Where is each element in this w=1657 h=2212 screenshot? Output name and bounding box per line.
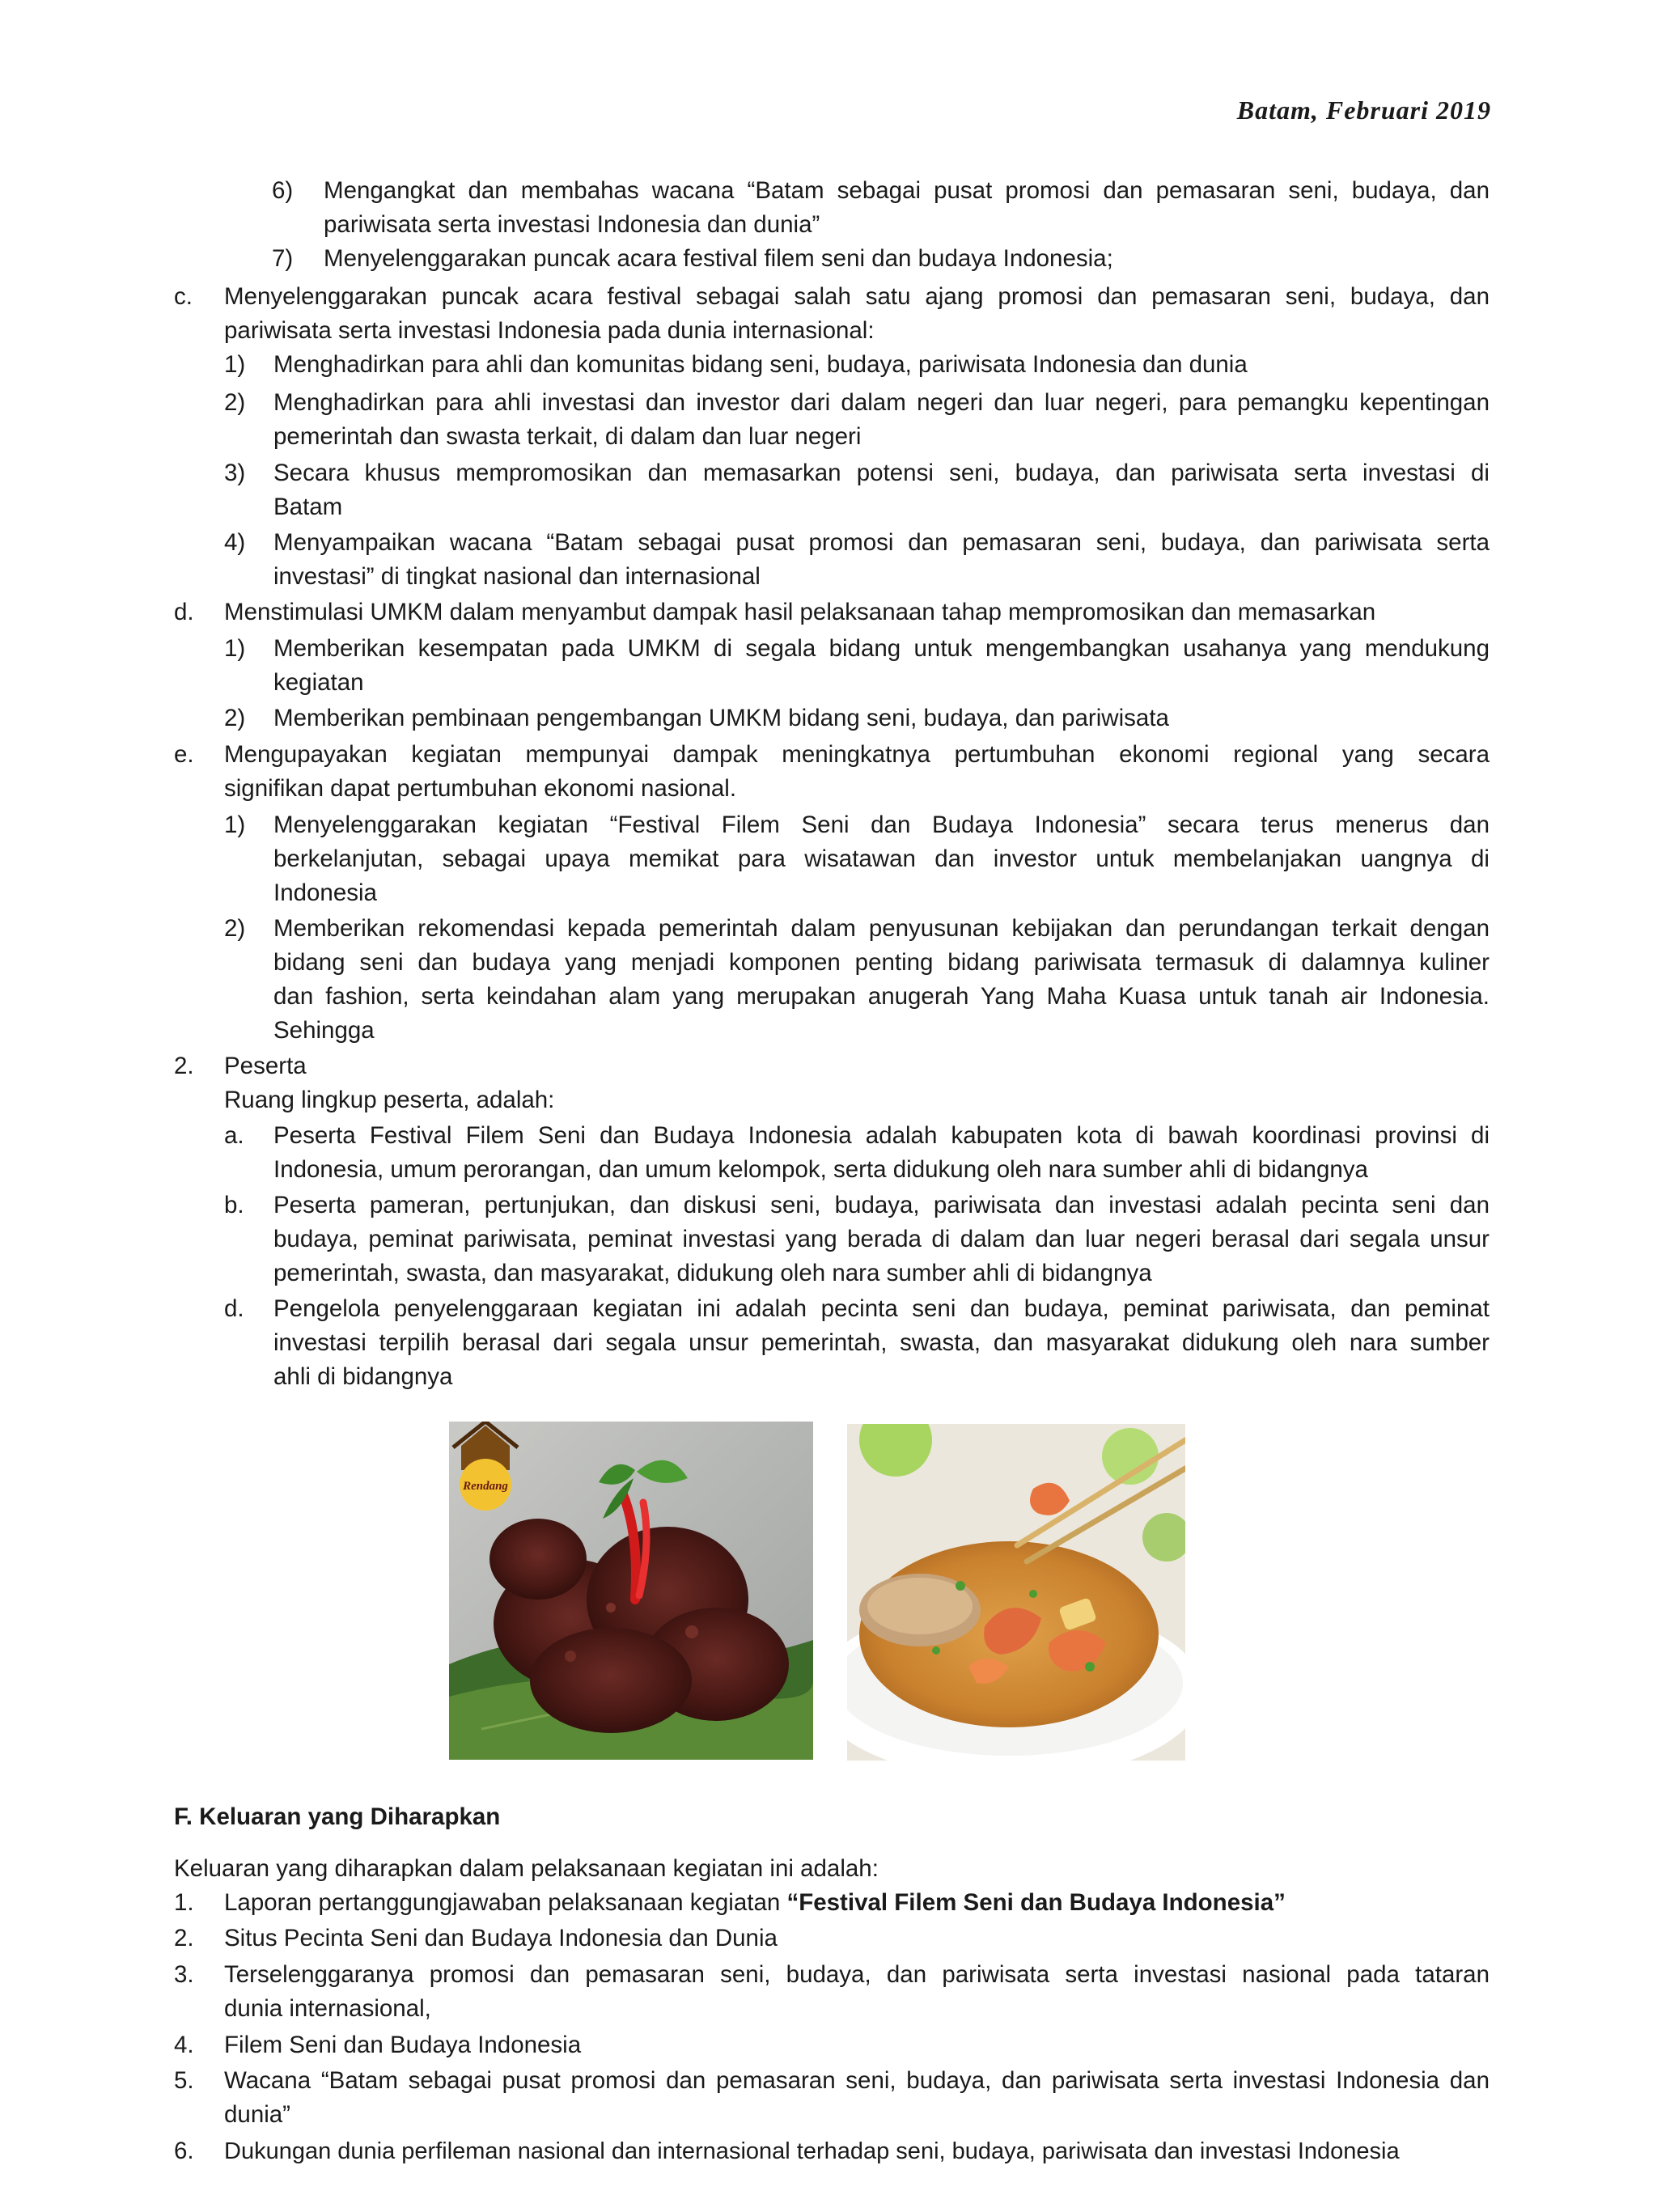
list-marker: 6. [174, 2138, 194, 2164]
list-item-line: Secara khusus mempromosikan dan memasarkan potensi seni, budaya, dan pariwisata serta investasi di [273, 460, 1490, 486]
list-item-line: pemerintah dan swasta terkait, di dalam dan luar negeri [273, 423, 862, 450]
list-marker: 2) [224, 389, 246, 416]
list-item-line: Memberikan pembinaan pengembangan UMKM bidang seni, budaya, dan pariwisata [273, 705, 1169, 731]
list-marker: 6) [272, 177, 294, 204]
list-item-line: Sehingga [273, 1017, 375, 1044]
list-item-line [224, 1886, 1286, 1920]
list-item-line: Indonesia [273, 879, 377, 906]
list-item-line: Terselenggaranya promosi dan pemasaran seni, budaya, dan pariwisata serta investasi nasional pada tataran [224, 1961, 1490, 1988]
list-item-line: Pengelola penyelenggaraan kegiatan ini adalah pecinta seni dan budaya, peminat pariwisata, dan peminat [273, 1295, 1490, 1322]
list-item-line: bidang seni dan budaya yang menjadi komponen penting bidang pariwisata termasuk di dalamnya kuliner [273, 949, 1490, 976]
list-marker: 3) [224, 460, 246, 486]
list-item-line: Dukungan dunia perfileman nasional dan internasional terhadap seni, budaya, pariwisata dan investasi Indonesia [224, 2138, 1400, 2164]
list-marker: d. [224, 1295, 244, 1322]
list-item-line: pemerintah, swasta, dan masyarakat, didukung oleh nara sumber ahli di bidangnya [273, 1260, 1152, 1286]
section-title: Peserta [224, 1053, 307, 1079]
paragraph-line: Menstimulasi UMKM dalam menyambut dampak hasil pelaksanaan tahap mempromosikan dan memasarkan [224, 599, 1376, 625]
list-item-line: berkelanjutan, sebagai upaya memikat para wisatawan dan investor untuk membelanjakan uangnya di [273, 845, 1490, 872]
list-marker: 1) [224, 811, 246, 838]
fried-rice-illustration [847, 1424, 1185, 1761]
list-marker: 4) [224, 529, 246, 556]
section-heading: F. Keluaran yang Diharapkan [174, 1803, 501, 1830]
rendang-photo [449, 1422, 813, 1760]
festival-name: “Festival Filem Seni dan Budaya Indonesia” [786, 1889, 1286, 1916]
list-item-line: Menghadirkan para ahli dan komunitas bidang seni, budaya, pariwisata Indonesia dan dunia [273, 351, 1248, 378]
paragraph-line: Keluaran yang diharapkan dalam pelaksanaan kegiatan ini adalah: [174, 1855, 879, 1882]
list-marker: d. [174, 599, 194, 625]
paragraph-line: Ruang lingkup peserta, adalah: [224, 1087, 555, 1113]
section-marker: 2. [174, 1053, 194, 1079]
list-item-line: Peserta Festival Filem Seni dan Budaya Indonesia adalah kabupaten kota di bawah koordinasi provinsi di [273, 1122, 1490, 1149]
header-date: Batam, Februari 2019 [1236, 95, 1491, 125]
list-item-line: budaya, peminat pariwisata, peminat investasi yang berada di dalam dan luar negeri berasal dari segala unsur [273, 1226, 1490, 1252]
list-marker: e. [174, 741, 194, 768]
paragraph-line: Mengupayakan kegiatan mempunyai dampak meningkatnya pertumbuhan ekonomi regional yang secara [224, 741, 1490, 768]
list-marker: 2) [224, 915, 246, 942]
list-marker: c. [174, 283, 193, 310]
list-item-line: investasi terpilih berasal dari segala unsur pemerintah, swasta, dan masyarakat didukung oleh nara sumber [273, 1329, 1490, 1356]
list-marker: 2. [174, 1925, 194, 1951]
list-item-line: Menyampaikan wacana “Batam sebagai pusat promosi dan pemasaran seni, budaya, dan pariwisata serta [273, 529, 1490, 556]
list-item-line: dunia” [224, 2101, 291, 2128]
list-marker: 5. [174, 2067, 194, 2094]
paragraph-line: Menyelenggarakan puncak acara festival sebagai salah satu ajang promosi dan pemasaran seni, budaya, dan [224, 283, 1490, 310]
paragraph-line: pariwisata serta investasi Indonesia pada dunia internasional: [224, 317, 875, 344]
list-item-line: Mengangkat dan membahas wacana “Batam sebagai pusat promosi dan pemasaran seni, budaya, dan [324, 177, 1490, 204]
list-item-line: Filem Seni dan Budaya Indonesia [224, 2032, 582, 2058]
paragraph-line: signifikan dapat pertumbuhan ekonomi nasional. [224, 775, 737, 802]
list-marker: 7) [272, 245, 294, 272]
list-marker: 1) [224, 635, 246, 662]
fried-rice-photo [847, 1424, 1185, 1761]
list-marker: 1. [174, 1889, 194, 1916]
list-marker: 3. [174, 1961, 194, 1988]
list-marker: a. [224, 1122, 244, 1149]
list-item-line: Memberikan kesempatan pada UMKM di segala bidang untuk mengembangkan usahanya yang mendukung [273, 635, 1490, 662]
list-marker: b. [224, 1192, 244, 1218]
list-item-line: Indonesia, umum perorangan, dan umum kelompok, serta didukung oleh nara sumber ahli di bidangnya [273, 1156, 1368, 1183]
list-item-line: dunia internasional, [224, 1995, 431, 2022]
list-item-line: Peserta pameran, pertunjukan, dan diskusi seni, budaya, pariwisata dan investasi adalah pecinta seni dan [273, 1192, 1490, 1218]
list-item-line: Menghadirkan para ahli investasi dan investor dari dalam negeri dan luar negeri, para pemangku kepentingan [273, 389, 1490, 416]
list-item-line: Batam [273, 494, 343, 520]
list-item-line: ahli di bidangnya [273, 1363, 453, 1390]
logo-text: Rendang [463, 1480, 508, 1493]
list-item-line: Menyelenggarakan kegiatan “Festival Filem Seni dan Budaya Indonesia” secara terus menerus dan [273, 811, 1490, 838]
list-item-text: Laporan pertanggungjawaban pelaksanaan kegiatan [224, 1889, 787, 1916]
list-item-line: pariwisata serta investasi Indonesia dan dunia” [324, 211, 820, 238]
list-marker: 4. [174, 2032, 194, 2058]
list-item-line: Wacana “Batam sebagai pusat promosi dan pemasaran seni, budaya, dan pariwisata serta investasi Indonesia dan [224, 2067, 1490, 2094]
list-item-line: Memberikan rekomendasi kepada pemerintah dalam penyusunan kebijakan dan perundangan terkait dengan [273, 915, 1490, 942]
list-item-line: investasi” di tingkat nasional dan internasional [273, 563, 761, 590]
list-item-line: Situs Pecinta Seni dan Budaya Indonesia dan Dunia [224, 1925, 778, 1951]
list-item-line: Menyelenggarakan puncak acara festival filem seni dan budaya Indonesia; [324, 245, 1113, 272]
rendang-illustration [449, 1422, 813, 1760]
list-marker: 1) [224, 351, 246, 378]
list-item-line: kegiatan [273, 669, 364, 696]
list-item-line: dan fashion, serta keindahan alam yang merupakan anugerah Yang Maha Kuasa untuk tanah air Indonesia. [273, 983, 1490, 1010]
list-marker: 2) [224, 705, 246, 731]
